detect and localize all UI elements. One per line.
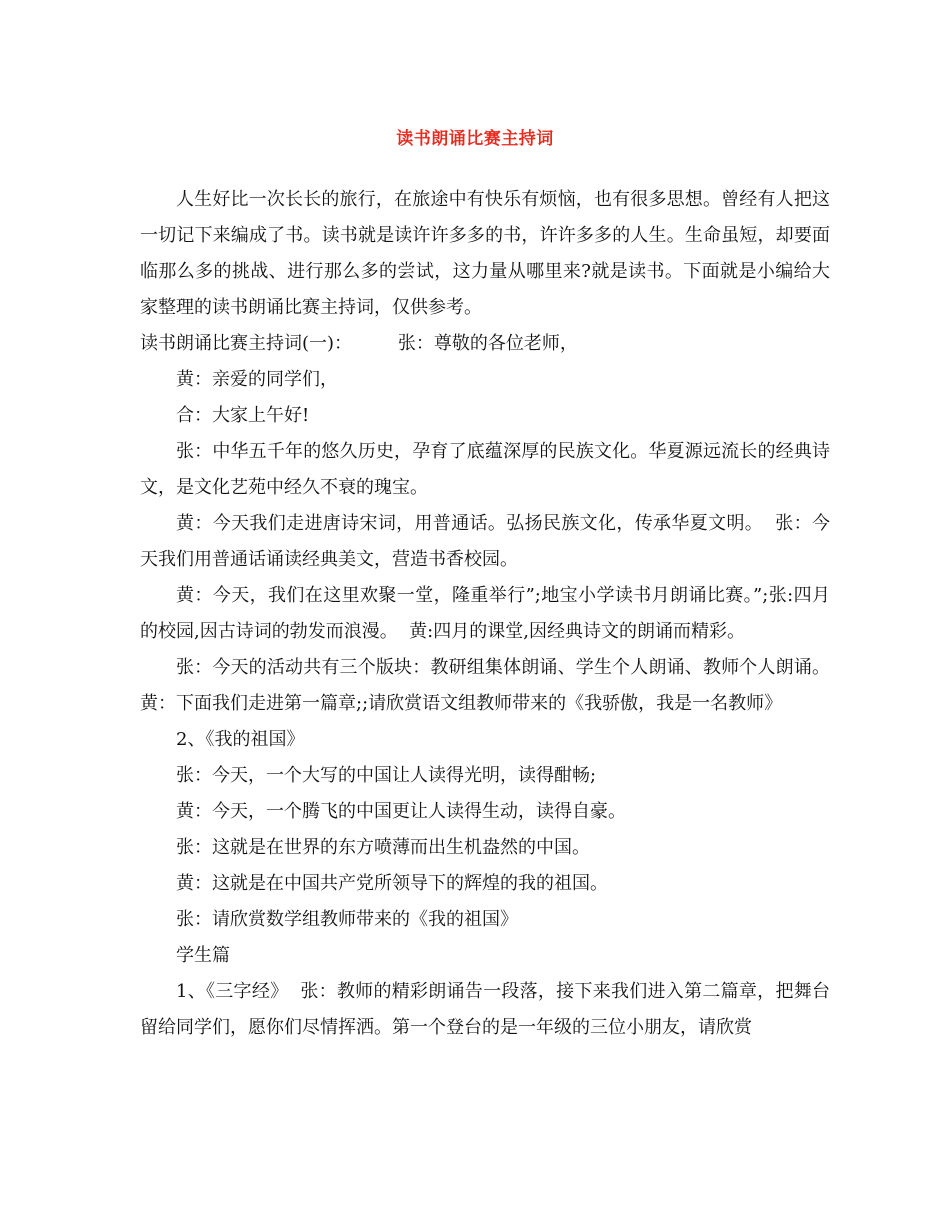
document-body bbox=[140, 182, 842, 1046]
paragraph: 张：这就是在世界的东方喷薄而出生机盎然的中国。 bbox=[176, 837, 590, 858]
paragraph: 人生好比一次长长的旅行，在旅途中有快乐有烦恼，也有很多思想。曾经有人把这一切记下来编成了书。读书就是读许许多多的书，许许多多的人生。生命虽短，却要面临那么多的挑战、进行那么多的尝试，这力量从哪里来?就是读书。下面就是小编给大家整理的读书朗诵比赛主持词，仅供参考。 bbox=[140, 189, 830, 318]
paragraph: 黄：今天，我们在这里欢聚一堂，隆重举行”;地宝小学读书月朗诵比赛。”;张:四月的校园,因古诗词的勃发而浪漫。 黄:四月的课堂,因经典诗文的朗诵而精彩。 bbox=[140, 585, 830, 642]
paragraph: 1、《三字经》 张：教师的精彩朗诵告一段落，接下来我们进入第二篇章，把舞台留给同学们，愿你们尽情挥洒。第一个登台的是一年级的三位小朋友，请欣赏 bbox=[140, 981, 830, 1038]
paragraph: 张：今天，一个大写的中国让人读得光明，读得酣畅; bbox=[176, 765, 597, 786]
paragraph: 张：请欣赏数学组教师带来的《我的祖国》 bbox=[176, 909, 518, 930]
paragraph: 张：今天的活动共有三个版块：教研组集体朗诵、学生个人朗诵、教师个人朗诵。 黄：下面我们走进第一篇章;;请欣赏语文组教师带来的《我骄傲，我是一名教师》 bbox=[140, 657, 842, 714]
paragraph: 黄：今天，一个腾飞的中国更让人读得生动，读得自豪。 bbox=[176, 801, 626, 822]
paragraph: 黄：这就是在中国共产党所领导下的辉煌的我的祖国。 bbox=[176, 873, 608, 894]
paragraph: 2、《我的祖国》 bbox=[176, 729, 305, 750]
page-title: 读书朗诵比赛主持词 bbox=[396, 129, 554, 149]
paragraph: 黄：亲爱的同学们， bbox=[176, 369, 338, 390]
paragraph: 读书朗诵比赛主持词(一)： 张：尊敬的各位老师， bbox=[140, 333, 578, 354]
paragraph: 张：中华五千年的悠久历史，孕育了底蕴深厚的民族文化。华夏源远流长的经典诗文，是文化艺苑中经久不衰的瑰宝。 bbox=[140, 441, 830, 498]
paragraph: 黄：今天我们走进唐诗宋词，用普通话。弘扬民族文化，传承华夏文明。 张：今天我们用普通话诵读经典美文，营造书香校园。 bbox=[140, 513, 830, 570]
paragraph: 合：大家上午好! bbox=[176, 405, 310, 426]
paragraph: 学生篇 bbox=[176, 945, 230, 966]
